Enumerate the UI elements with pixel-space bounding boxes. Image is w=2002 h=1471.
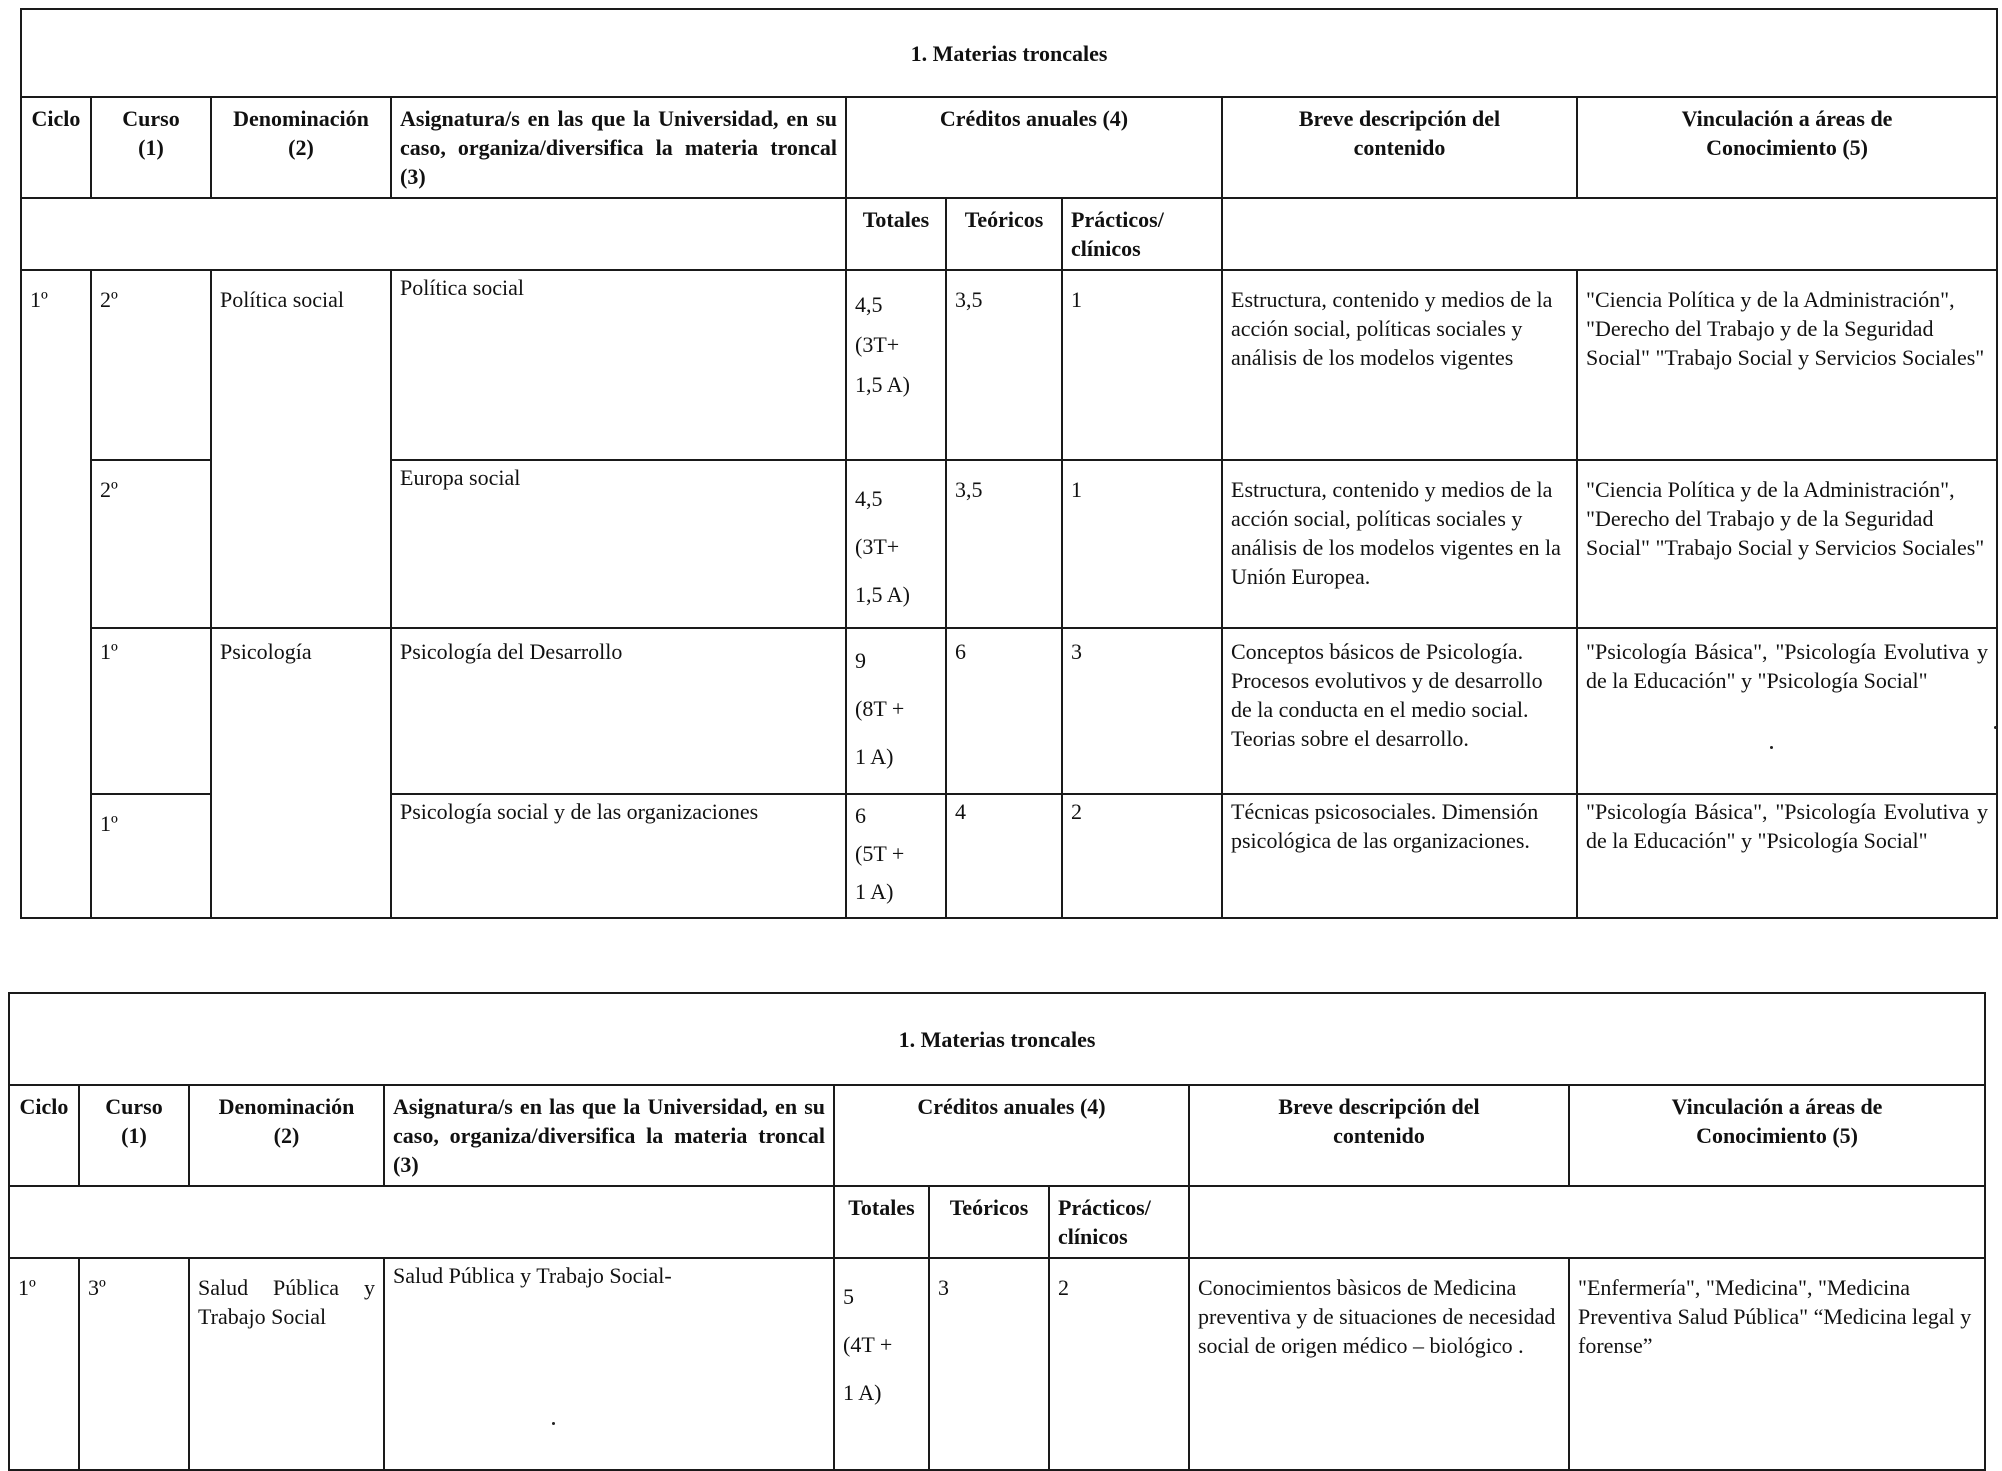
- subheader-blank: [21, 198, 846, 270]
- vinculacion-cell: "Ciencia Política y de la Administración", "Derecho del Trabajo y de la Seguridad Social" "Trabajo Social y Servicios Sociales": [1577, 270, 1997, 460]
- header-descripcion: Breve descripción del contenido: [1189, 1085, 1569, 1186]
- denominacion-cell: Salud Pública y Trabajo Social: [189, 1258, 384, 1470]
- scan-speck: [1770, 746, 1773, 749]
- teoricos-cell: 4: [946, 794, 1062, 918]
- curso-cell: 2º: [91, 460, 211, 628]
- teoricos-cell: 3,5: [946, 460, 1062, 628]
- header-teoricos: Teóricos: [946, 198, 1062, 270]
- practicos-cell: 3: [1062, 628, 1222, 794]
- header-asignatura: Asignatura/s en las que la Universidad, en su caso, organiza/diversifica la materia troncal (3): [384, 1085, 834, 1186]
- header-asignatura: Asignatura/s en las que la Universidad, en su caso, organiza/diversifica la materia troncal (3): [391, 97, 846, 198]
- header-teoricos: Teóricos: [929, 1186, 1049, 1258]
- header-descripcion: Breve descripción del contenido: [1222, 97, 1577, 198]
- header-vinculacion: Vinculación a áreas de Conocimiento (5): [1569, 1085, 1985, 1186]
- table-title: 1. Materias troncales: [21, 9, 1997, 97]
- asignatura-cell: Europa social: [391, 460, 846, 628]
- header-practicos: Prácticos/ clínicos: [1049, 1186, 1189, 1258]
- ciclo-cell: 1º: [9, 1258, 79, 1470]
- scan-speck: [1994, 726, 1997, 729]
- ciclo-cell: 1º: [21, 270, 91, 918]
- totales-cell: 5 (4T + 1 A): [834, 1258, 929, 1470]
- descripcion-cell: Conceptos básicos de Psicología. Procesos evolutivos y de desarrollo de la conducta en el medio social. Teorias sobre el desarrollo.: [1222, 628, 1577, 794]
- curso-cell: 2º: [91, 270, 211, 460]
- materias-troncales-table-1: [20, 8, 1998, 919]
- header-curso: Curso (1): [79, 1085, 189, 1186]
- header-ciclo: Ciclo: [21, 97, 91, 198]
- totales-cell: 6 (5T + 1 A): [846, 794, 946, 918]
- denominacion-cell: Psicología: [211, 628, 391, 918]
- vinculacion-cell: "Psicología Básica", "Psicología Evolutiva y de la Educación" y "Psicología Social": [1577, 794, 1997, 918]
- subheader-blank: [9, 1186, 834, 1258]
- asignatura-cell: Psicología del Desarrollo: [391, 628, 846, 794]
- teoricos-cell: 6: [946, 628, 1062, 794]
- header-creditos: Créditos anuales (4): [834, 1085, 1189, 1186]
- practicos-cell: 2: [1049, 1258, 1189, 1470]
- descripcion-cell: Estructura, contenido y medios de la acción social, políticas sociales y análisis de los modelos vigentes en la Unión Europea.: [1222, 460, 1577, 628]
- descripcion-cell: Técnicas psicosociales. Dimensión psicológica de las organizaciones.: [1222, 794, 1577, 918]
- asignatura-cell: Salud Pública y Trabajo Social-: [384, 1258, 834, 1470]
- descripcion-cell: Conocimientos bàsicos de Medicina preventiva y de situaciones de necesidad social de origen médico – biológico .: [1189, 1258, 1569, 1470]
- scan-speck: [552, 1422, 555, 1425]
- totales-cell: 9 (8T + 1 A): [846, 628, 946, 794]
- totales-cell: 4,5 (3T+ 1,5 A): [846, 270, 946, 460]
- table-title: 1. Materias troncales: [9, 993, 1985, 1085]
- practicos-cell: 2: [1062, 794, 1222, 918]
- header-totales: Totales: [834, 1186, 929, 1258]
- descripcion-cell: Estructura, contenido y medios de la acción social, políticas sociales y análisis de los modelos vigentes: [1222, 270, 1577, 460]
- header-vinculacion: Vinculación a áreas de Conocimiento (5): [1577, 97, 1997, 198]
- denominacion-cell: Política social: [211, 270, 391, 628]
- asignatura-cell: Política social: [391, 270, 846, 460]
- header-totales: Totales: [846, 198, 946, 270]
- vinculacion-cell: "Ciencia Política y de la Administración", "Derecho del Trabajo y de la Seguridad Social" "Trabajo Social y Servicios Sociales": [1577, 460, 1997, 628]
- header-creditos: Créditos anuales (4): [846, 97, 1222, 198]
- header-practicos: Prácticos/ clínicos: [1062, 198, 1222, 270]
- header-curso: Curso (1): [91, 97, 211, 198]
- asignatura-cell: Psicología social y de las organizaciones: [391, 794, 846, 918]
- materias-troncales-table-2: [8, 992, 1986, 1471]
- subheader-blank-right: [1189, 1186, 1985, 1258]
- curso-cell: 1º: [91, 628, 211, 794]
- header-denominacion: Denominación (2): [211, 97, 391, 198]
- vinculacion-cell: "Enfermería", "Medicina", "Medicina Preventiva Salud Pública" “Medicina legal y forense”: [1569, 1258, 1985, 1470]
- curso-cell: 1º: [91, 794, 211, 918]
- curso-cell: 3º: [79, 1258, 189, 1470]
- practicos-cell: 1: [1062, 270, 1222, 460]
- header-ciclo: Ciclo: [9, 1085, 79, 1186]
- teoricos-cell: 3,5: [946, 270, 1062, 460]
- practicos-cell: 1: [1062, 460, 1222, 628]
- vinculacion-cell: "Psicología Básica", "Psicología Evolutiva y de la Educación" y "Psicología Social": [1577, 628, 1997, 794]
- subheader-blank-right: [1222, 198, 1997, 270]
- header-denominacion: Denominación (2): [189, 1085, 384, 1186]
- teoricos-cell: 3: [929, 1258, 1049, 1470]
- totales-cell: 4,5 (3T+ 1,5 A): [846, 460, 946, 628]
